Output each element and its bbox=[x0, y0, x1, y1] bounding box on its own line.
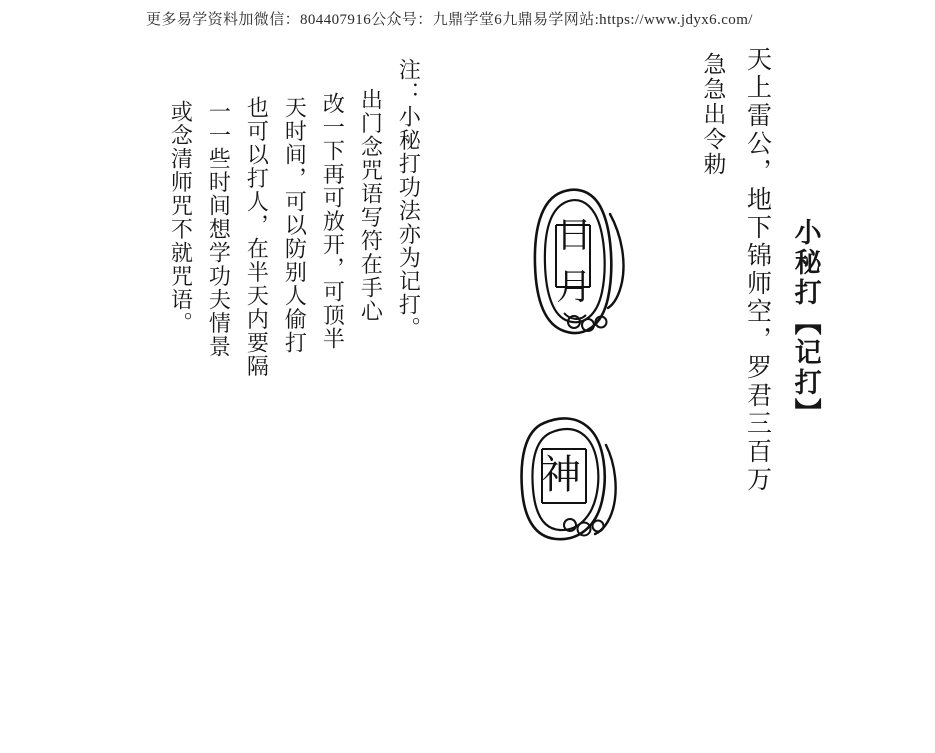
note-column-6: 一一些时间想学功夫情景 bbox=[205, 100, 231, 359]
page-title: 小秘打【记打】 bbox=[789, 218, 821, 428]
note-column-1: 注：小秘打功法亦为记打。 bbox=[395, 58, 421, 340]
note-column-4: 天时间，可以防别人偷打 bbox=[281, 96, 307, 355]
note-column-7: 或念清师咒不就咒语。 bbox=[167, 100, 193, 335]
seal-glyph-yue: 月 bbox=[556, 267, 593, 308]
seal-glyph-ri: 日 bbox=[556, 215, 593, 256]
seal-glyph-shen: 神 bbox=[541, 452, 581, 498]
note-column-3: 改一下再可放开，可顶半 bbox=[319, 92, 345, 351]
note-column-5: 也可以打人，在半天内要隔 bbox=[243, 96, 269, 378]
verse-line-1: 天上雷公，地下锦师空，罗君三百万 bbox=[743, 46, 773, 494]
verse-line-2: 急急出令勅 bbox=[699, 52, 726, 177]
note-column-2: 出门念咒语写符在手心 bbox=[357, 88, 383, 323]
watermark-header: 更多易学资料加微信：804407916公众号：九鼎学堂6九鼎易学网站:https://www.jdyx6.com/ bbox=[146, 12, 753, 28]
